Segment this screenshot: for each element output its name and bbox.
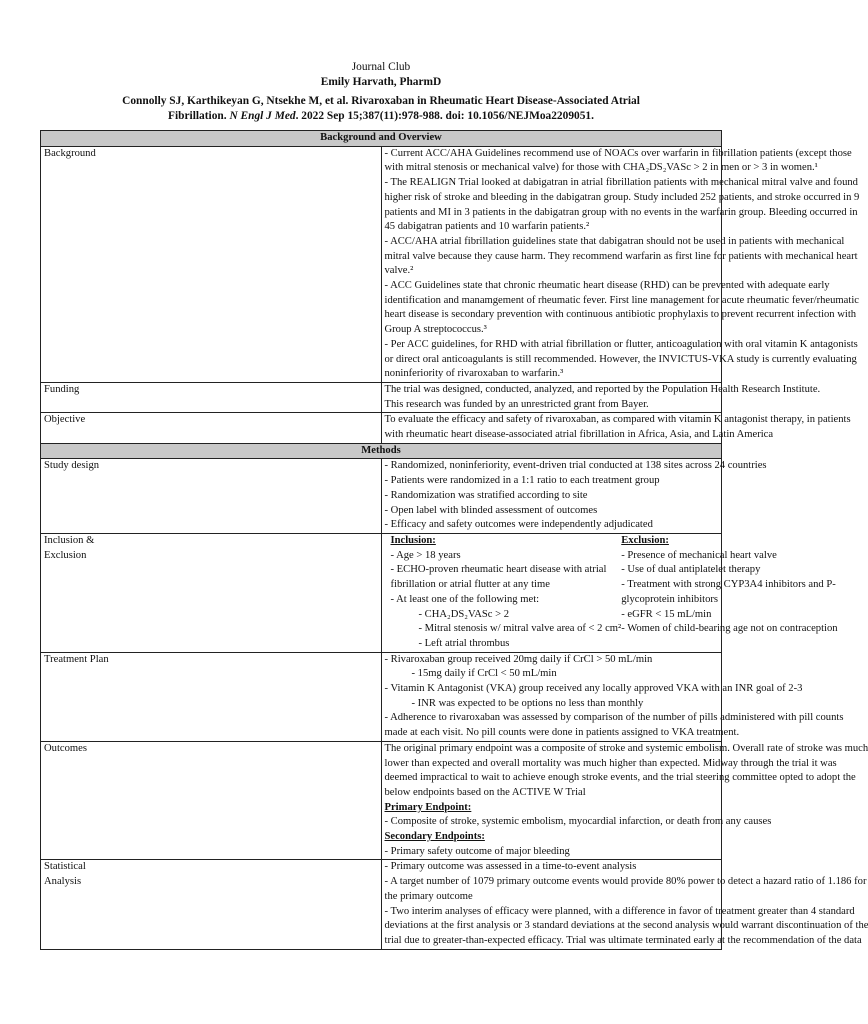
section-header-methods <box>41 443 722 459</box>
row-funding <box>41 382 722 412</box>
text-line: - ACC Guidelines state that chronic rheumatic heart disease (RHD) can be prevented with adequate early <box>384 280 830 292</box>
citation-line-2 <box>40 109 722 124</box>
text-line: patients and MI in 3 patients in the dabigatran group with no events in the warfarin group. Bleeding occurred in <box>384 206 858 218</box>
text-line: with mitral stenosis or mechanical valve) for those with CHA₂DS₂VASc > 2 in men or > 3 in women.¹ <box>384 162 818 174</box>
section-header-overview <box>41 131 722 147</box>
citation-journal: N Engl J Med <box>229 109 296 122</box>
text-line: To evaluate the efficacy and safety of rivaroxaban, as compared with vitamin K antagonist therapy, in patients <box>384 414 851 426</box>
text-line: - ECHO-proven rheumatic heart disease with atrial <box>390 564 607 576</box>
text-line: trial due to greater-than-expected efficacy. Trial was ultimate terminated early at the recommendation of the data <box>384 934 862 946</box>
text-line: - Efficacy and safety outcomes were independently adjudicated <box>384 519 653 531</box>
text-line: This research was funded by an unrestricted grant from Bayer. <box>384 398 649 410</box>
row-label-inclusion-exclusion <box>41 533 382 652</box>
text-line: - Open label with blinded assessment of outcomes <box>384 504 598 516</box>
text-line: The original primary endpoint was a composite of stroke and systemic embolism. Overall rate of stroke was much <box>384 742 868 754</box>
row-content-funding <box>381 382 821 412</box>
text-line: valve.² <box>384 265 414 277</box>
text-line: - Treatment with strong CYP3A4 inhibitors and P- <box>621 579 836 591</box>
text-line: - Patients were randomized in a 1:1 ratio to each treatment group <box>384 475 660 487</box>
text-line: fibrillation or atrial flutter at any time <box>390 579 550 591</box>
row-content-treatment-plan <box>381 652 844 741</box>
criteria-columns <box>385 534 838 652</box>
exclusion-heading: Exclusion: <box>621 534 669 546</box>
text-line: - Current ACC/AHA Guidelines recommend use of NOACs over warfarin in fibrillation patients (except those <box>384 147 852 159</box>
text-line: - Two interim analyses of efficacy were planned, with a difference in favor of treatment greater than 4 standard <box>384 905 855 917</box>
row-outcomes <box>41 741 722 860</box>
text-line: - INR was expected to be options no less than monthly <box>411 697 644 709</box>
text-line: - A target number of 1079 primary outcome events would provide 80% power to detect a hazard ratio of 1.186 for <box>384 876 867 888</box>
text-line: - Presence of mechanical heart valve <box>621 549 777 561</box>
inclusion-column <box>385 534 622 652</box>
text-line: - Use of dual antiplatelet therapy <box>621 564 761 576</box>
text-line: higher risk of stroke and bleeding in the dabigatran group. Study included 252 patients, and stroke occurred in 9 <box>384 191 860 203</box>
text-line: - 15mg daily if CrCl < 50 mL/min <box>411 668 557 680</box>
text-line: mitral valve because they cause harm. They recommend warfarin as first line for patients with mechanical heart <box>384 250 858 262</box>
text-line: - Randomized, noninferiority, event-driven trial conducted at 138 sites across 24 countries <box>384 460 767 472</box>
row-label-objective: Objective <box>41 413 382 443</box>
primary-endpoint-heading: Primary Endpoint: <box>384 801 472 813</box>
text-line: made at each visit. No pill counts were done in patients assigned to VKA treatment. <box>384 727 740 739</box>
row-treatment-plan <box>41 652 722 741</box>
text-line: below endpoints based on the ACTIVE W Trial <box>384 786 586 798</box>
text-line: The trial was designed, conducted, analyzed, and reported by the Population Health Research Institute. <box>384 383 821 395</box>
text-line: - Left atrial thrombus <box>418 637 510 649</box>
text-line: noninferiority of rivaroxaban to warfarin.³ <box>384 368 564 380</box>
row-label-treatment-plan: Treatment Plan <box>41 652 382 741</box>
row-statistical-analysis <box>41 860 722 949</box>
label-line: Inclusion & <box>44 534 95 546</box>
author-name: Emily Harvath, PharmD <box>320 75 442 88</box>
row-study-design <box>41 459 722 534</box>
text-line: the primary outcome <box>384 890 473 902</box>
row-content-objective <box>381 413 851 443</box>
text-line: deviations at the first analysis or 3 standard deviations at the second analysis would warrant discontinuation of the <box>384 920 868 932</box>
row-label-statistical-analysis <box>41 860 382 949</box>
row-background <box>41 146 722 382</box>
journal-club-table <box>40 130 868 950</box>
text-line: - CHA₂DS₂VASc > 2 <box>418 608 510 620</box>
row-objective <box>41 413 722 443</box>
exclusion-column <box>621 534 837 652</box>
text-line: - Mitral stenosis w/ mitral valve area of < 2 cm² <box>418 623 622 635</box>
text-line: - Women of child-bearing age not on contraception <box>621 623 838 635</box>
text-line: identification and manamgement of rheumatic fever. First line management for acute rheumatic fever/rheumatic <box>384 294 859 306</box>
text-line: heart disease is secondary prevention with continuous antibiotic prophylaxis to prevent recurrent infection with <box>384 309 857 321</box>
label-line: Analysis <box>44 876 82 888</box>
document-header <box>40 60 722 123</box>
text-line: or direct oral anticoagulants is still recommended. However, the INVICTUS-VKA study is currently evaluating <box>384 353 857 365</box>
text-line: - Randomization was stratified according to site <box>384 489 588 501</box>
text-line: Group A streptococcus.³ <box>384 324 487 336</box>
text-line: - Adherence to rivaroxaban was assessed by comparison of the number of pills administered with pill counts <box>384 712 844 724</box>
text-line: - Per ACC guidelines, for RHD with atrial fibrillation or flutter, anticoagulation with oral vitamin K antagonists <box>384 338 858 350</box>
text-line: - Primary safety outcome of major bleeding <box>384 845 570 857</box>
text-line: - At least one of the following met: <box>390 593 540 605</box>
text-line: deemed impractical to wait to achieve enough stroke events, and the trial steering committee opted to adopt the <box>384 772 856 784</box>
text-line: - ACC/AHA atrial fibrillation guidelines state that dabigatran should not be used in patients with mechanical <box>384 235 845 247</box>
row-content-statistical-analysis <box>381 860 868 949</box>
row-label-funding: Funding <box>41 382 382 412</box>
text-line: with rheumatic heart disease-associated atrial fibrillation in Africa, Asia, and Latin America <box>384 429 774 441</box>
citation <box>40 94 722 123</box>
citation-line-1: Connolly SJ, Karthikeyan G, Ntsekhe M, et al. Rivaroxaban in Rheumatic Heart Disease-Associated Atrial <box>122 95 640 107</box>
text-line: - Rivaroxaban group received 20mg daily if CrCl > 50 mL/min <box>384 653 653 665</box>
text-line: - Primary outcome was assessed in a time-to-event analysis <box>384 861 637 873</box>
inclusion-heading: Inclusion: <box>390 534 436 546</box>
row-content-background <box>381 146 860 382</box>
section-title-methods: Methods <box>41 443 722 459</box>
row-label-outcomes: Outcomes <box>41 741 382 860</box>
text-line: - Vitamin K Antagonist (VKA) group received any locally approved VKA with an INR goal of 2-3 <box>384 683 803 695</box>
text-line: - The REALIGN Trial looked at dabigatran in atrial fibrillation patients with mechanical mitral valve and found <box>384 177 858 189</box>
journal-club-title: Journal Club <box>351 61 411 73</box>
text-line: - eGFR < 15 mL/min <box>621 608 712 620</box>
secondary-endpoints-heading: Secondary Endpoints: <box>384 831 485 843</box>
document-page <box>40 0 868 950</box>
citation-details: . 2022 Sep 15;387(11):978-988. doi: 10.1056/NEJMoa2209051. <box>295 109 594 122</box>
row-label-background: Background <box>41 146 382 382</box>
label-line: Statistical <box>44 861 86 873</box>
row-label-study-design: Study design <box>41 459 382 534</box>
row-content-inclusion-exclusion <box>381 533 838 652</box>
text-line: lower than expected and overall mortality was much higher than expected. Midway through the trial it was <box>384 757 837 769</box>
citation-title-end: Fibrillation. <box>168 109 227 122</box>
row-inclusion-exclusion <box>41 533 722 652</box>
label-line: Exclusion <box>44 549 87 561</box>
section-title-overview: Background and Overview <box>41 131 722 147</box>
row-content-outcomes <box>381 741 868 860</box>
text-line: - Age > 18 years <box>390 549 461 561</box>
text-line: - Composite of stroke, systemic embolism, myocardial infarction, or death from any causes <box>384 816 772 828</box>
text-line: 45 dabigatran patients and 10 warfarin patients.² <box>384 221 590 233</box>
row-content-study-design <box>381 459 767 534</box>
text-line: glycoprotein inhibitors <box>621 593 719 605</box>
